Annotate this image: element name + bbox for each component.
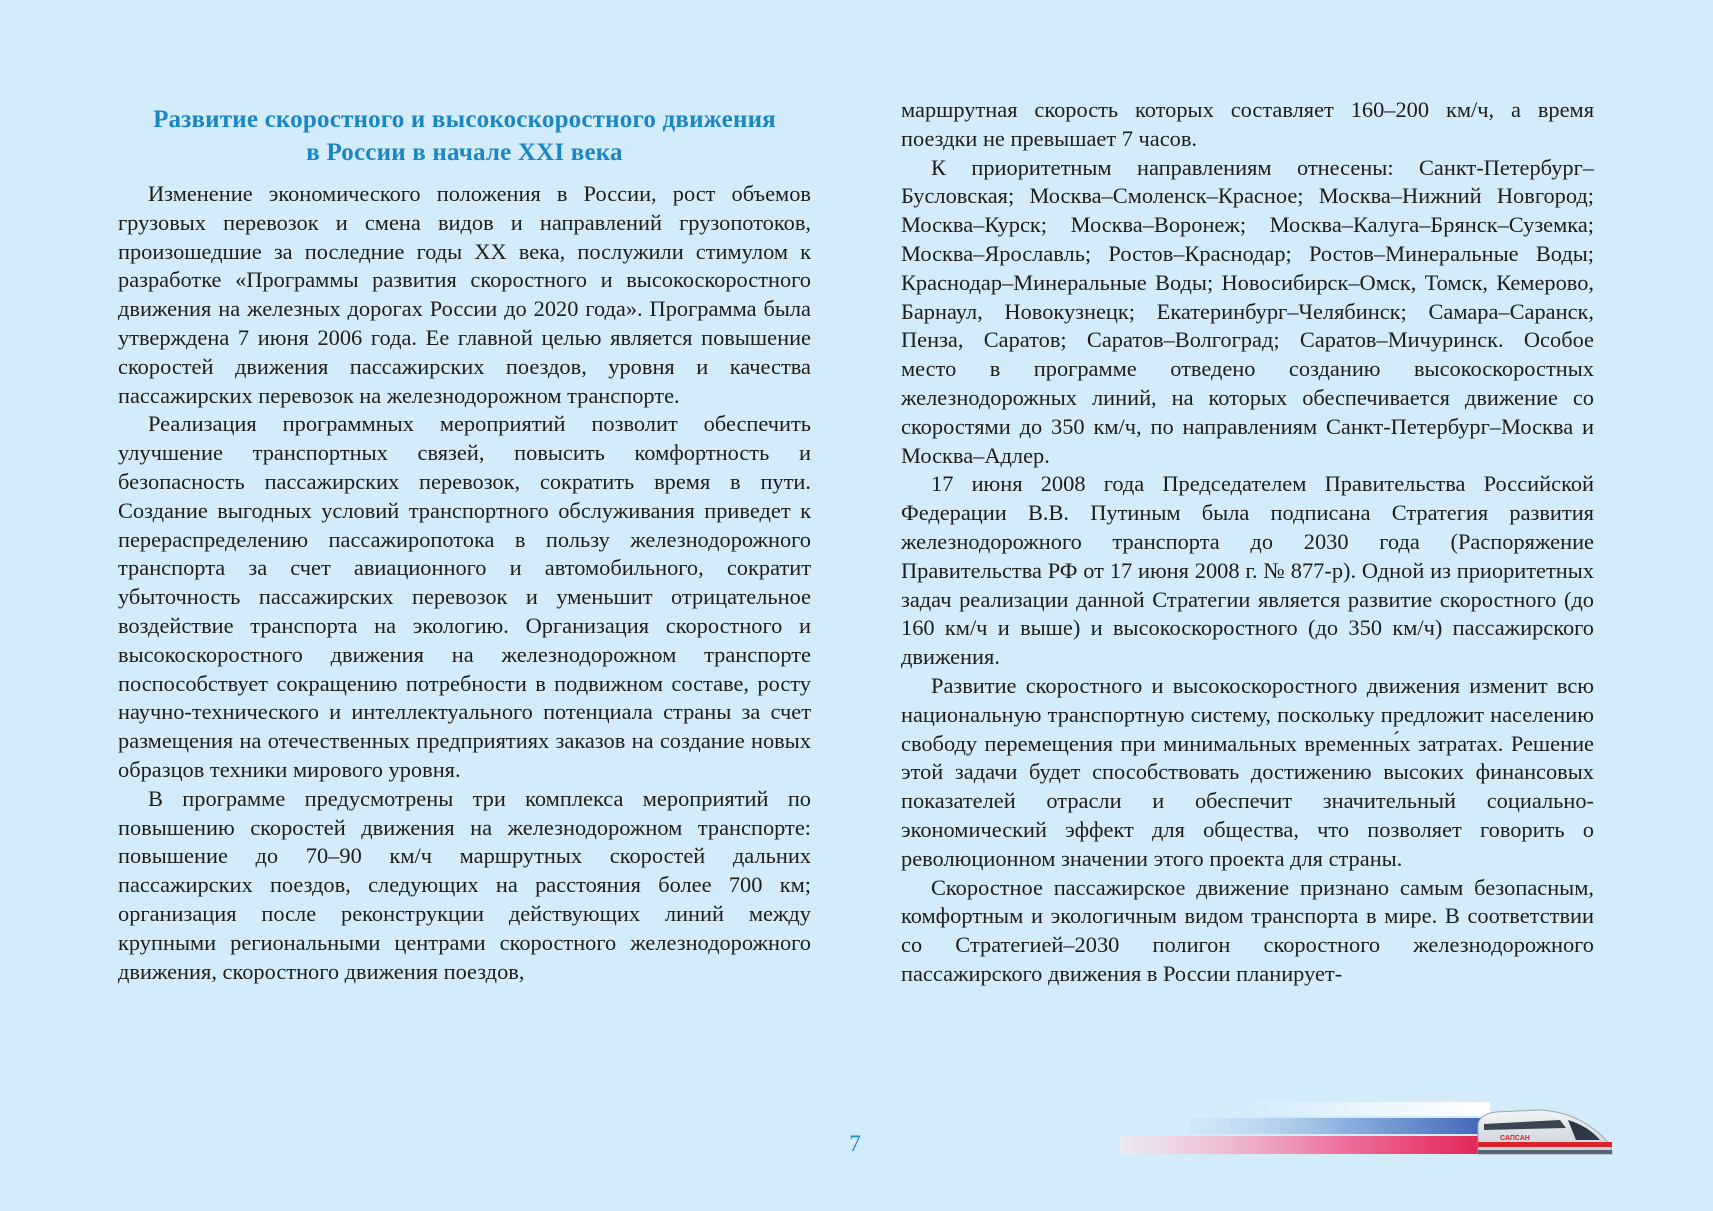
article-title-line-2: в России в начале XXI века [306,139,623,166]
train-banner-image [1120,1090,1620,1170]
blue-stripe [1190,1118,1490,1134]
paragraph-1: Изменение экономического положения в России, рост объемов грузовых перевозок и смена видов и направлений грузопотоков, произошедшие за последние годы XX века, послужили стимулом к разработке «Программы развития скоростного и высокоскоростного движения на железных дорогах России до 2020 года». Программа была утверждена 7 июня 2006 года. Ее главной целью является повышение скоростей движения пассажирских поездов, уровня и качества пассажирских перевозок на железнодорожном транспорте. [118,181,811,408]
paragraph-3-continued: маршрутная скорость которых составляет 160–200 км/ч, а время поездки не превышает 7 часов. [901,97,1594,151]
right-column [901,96,1594,989]
white-stripe [1250,1102,1490,1116]
paragraph-4: К приоритетным направлениям отнесены: Санкт-Петербург–Бусловская; Москва–Смоленск–Красное; Москва–Нижний Новгород; Москва–Курск; Москва–Воронеж; Москва–Калуга–Брянск–Суземка; Москва–Ярославль; Ростов–Краснодар; Ростов–Минеральные Воды; Краснодар–Минеральные Воды; Новосибирск–Омск, Томск, Кемерово, Барнаул, Новокузнецк; Екатеринбург–Челябинск; Самара–Саранск, Пенза, Саратов; Саратов–Волгоград; Саратов–Мичуринск. Особое место в программе отведено созданию высокоскоростных железнодорожных линий, на которых обеспечивается движение со скоростями до 350 км/ч, по направлениям Санкт-Петербург–Москва и Москва–Адлер. [901,154,1594,468]
paragraph-6: Развитие скоростного и высокоскоростного движения изменит всю национальную транспортную систему, поскольку предложит населению свободу перемещения при минимальных временны́х затратах. Решение этой задачи будет способствовать достижению высоких финансовых показателей отрасли и обеспечит значительный социально-экономический эффект для общества, что позволяет говорить о революционном значении этого проекта для страны. [901,672,1594,871]
article-title-line-1: Развитие скоростного и высокоскоростного движения [153,106,776,133]
paragraph-2: Реализация программных мероприятий позволит обеспечить улучшение транспортных связей, повысить комфортность и безопасность пассажирских перевозок, сократить время в пути. Создание выгодных условий транспортного обслуживания приведет к перераспределению пассажиропотока в пользу железнодорожного транспорта за счет авиационного и автомобильного, сократит убыточность пассажирских перевозок и уменьшит отрицательное воздействие транспорта на экологию. Организация скоростного и высокоскоростного движения на железнодорожном транспорте поспособствует сокращению потребности в подвижном составе, росту научно-технического и интеллектуального потенциала страны за счет размещения на отечественных предприятиях заказов на создание новых образцов техники мирового уровня. [118,411,811,782]
paragraph-5: 17 июня 2008 года Председателем Правительства Российской Федерации В.В. Путиным была подписана Стратегия развития железнодорожного транспорта до 2030 года (Распоряжение Правительства РФ от 17 июня 2008 г. № 877-р). Одной из приоритетных задач реализации данной Стратегии является развитие скоростного (до 160 км/ч и выше) и высокоскоростного (до 350 км/ч) пассажирского движения. [901,471,1594,670]
paragraph-3: В программе предусмотрены три комплекса мероприятий по повышению скоростей движения на железнодорожном транспорте: повышение до 70–90 км/ч маршрутных скоростей дальних пассажирских поездов, следующих на расстояния более 700 км; организация после реконструкции действующих линий между крупными региональными центрами скоростного железнодорожного движения, скоростного движения поездов, [118,785,811,984]
page-number: 7 [849,1131,861,1156]
left-column [118,96,811,986]
article-title [118,103,811,169]
train-logo-text: САПСАН [1500,1135,1530,1142]
paragraph-7: Скоростное пассажирское движение признано самым безопасным, комфортным и экологичным видом транспорта в мире. В соответствии со Стратегией–2030 полигон скоростного железнодорожного пассажирского движения в России планирует- [901,874,1594,986]
train-icon [1478,1110,1612,1154]
red-stripe [1120,1136,1490,1154]
